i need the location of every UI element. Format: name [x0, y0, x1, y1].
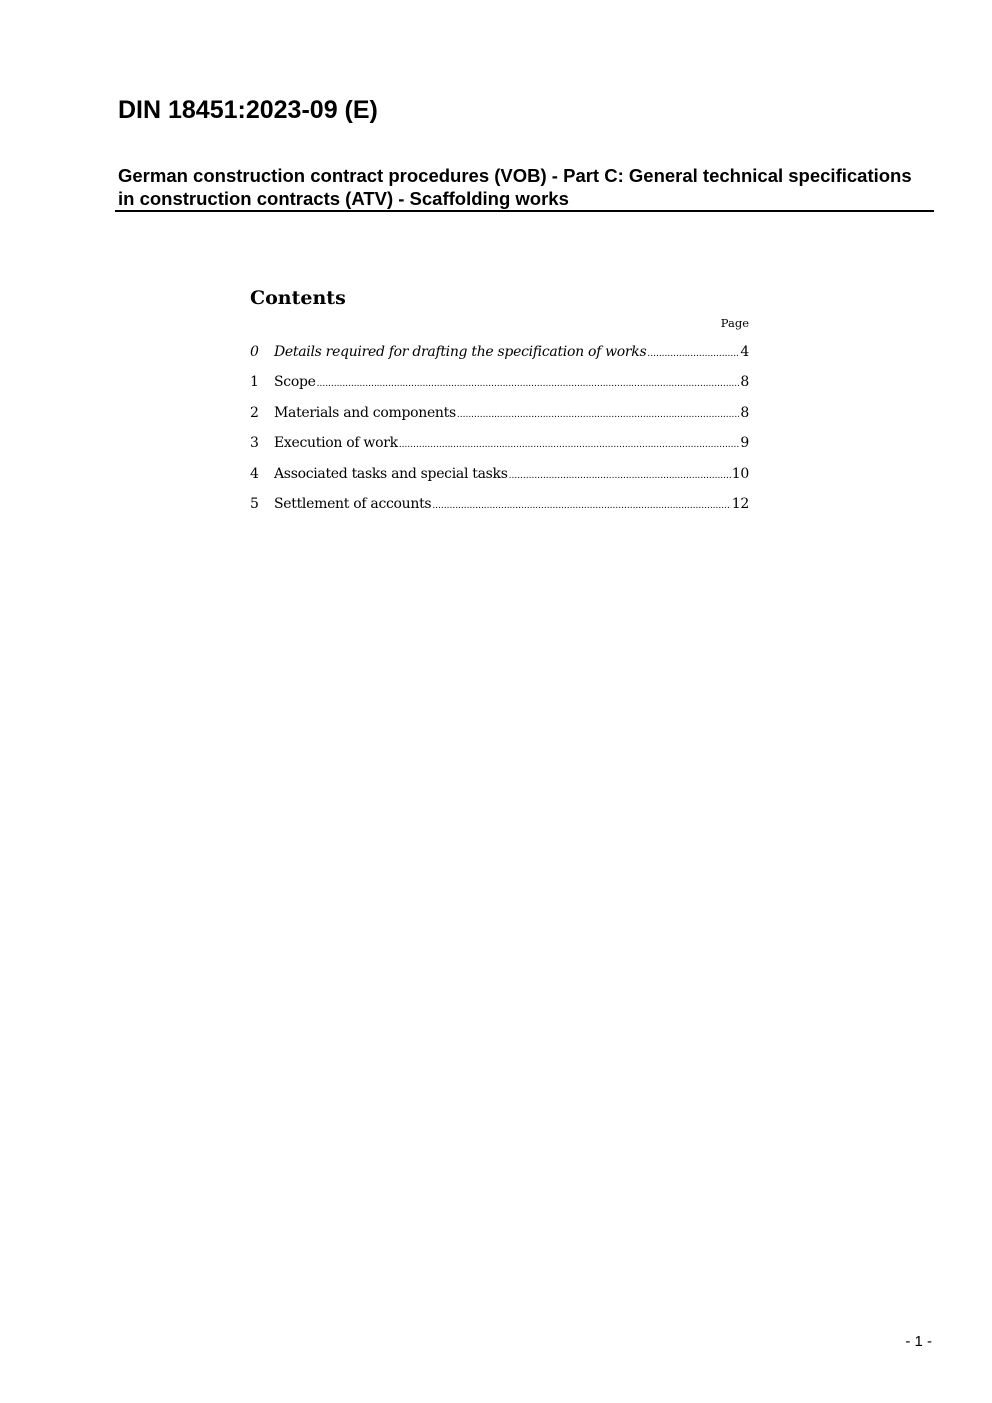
contents-heading: Contents: [250, 287, 346, 309]
toc-entry-page: 10: [731, 465, 749, 482]
toc-list: [250, 337, 749, 519]
page-number: - 1 -: [905, 1333, 932, 1350]
toc-dot-leader: [647, 339, 739, 369]
toc-entry-title: Materials and components: [274, 404, 456, 421]
page-column-label: Page: [720, 316, 749, 330]
toc-entry-number: 1: [250, 374, 259, 391]
toc-entry-number: 3: [250, 435, 259, 452]
toc-dot-leader: [509, 461, 731, 491]
toc-entry-4[interactable]: [250, 459, 749, 489]
toc-entry-number: 4: [250, 465, 259, 482]
toc-entry-number: 5: [250, 495, 259, 512]
toc-entry-title: Scope: [274, 374, 316, 391]
toc-entry-page: 8: [740, 374, 749, 391]
toc-dot-leader: [432, 491, 730, 521]
toc-entry-5[interactable]: [250, 489, 749, 519]
toc-entry-number: 0: [250, 344, 259, 360]
toc-entry-page: 4: [740, 344, 749, 360]
toc-entry-number: 2: [250, 404, 259, 421]
toc-entry-title: Details required for drafting the specification of works: [274, 344, 647, 360]
toc-entry-2[interactable]: [250, 398, 749, 428]
toc-entry-0[interactable]: [250, 337, 749, 367]
toc-dot-leader: [317, 369, 740, 399]
toc-entry-title: Settlement of accounts: [274, 495, 432, 512]
toc-entry-title: Execution of work: [274, 435, 398, 452]
toc-entry-3[interactable]: [250, 428, 749, 458]
toc-entry-title: Associated tasks and special tasks: [274, 465, 508, 482]
table-of-contents: [250, 284, 749, 519]
title-underline: [115, 210, 934, 212]
document-id: DIN 18451:2023-09 (E): [118, 96, 378, 124]
document-title: German construction contract procedures (VOB) - Part C: General technical specifications in construction contracts (ATV) - Scaffolding works: [118, 165, 912, 209]
toc-entry-page: 12: [731, 495, 749, 512]
toc-dot-leader: [457, 400, 740, 430]
toc-entry-1[interactable]: [250, 367, 749, 397]
toc-entry-page: 8: [740, 404, 749, 421]
toc-dot-leader: [399, 430, 740, 460]
toc-entry-page: 9: [740, 435, 749, 452]
